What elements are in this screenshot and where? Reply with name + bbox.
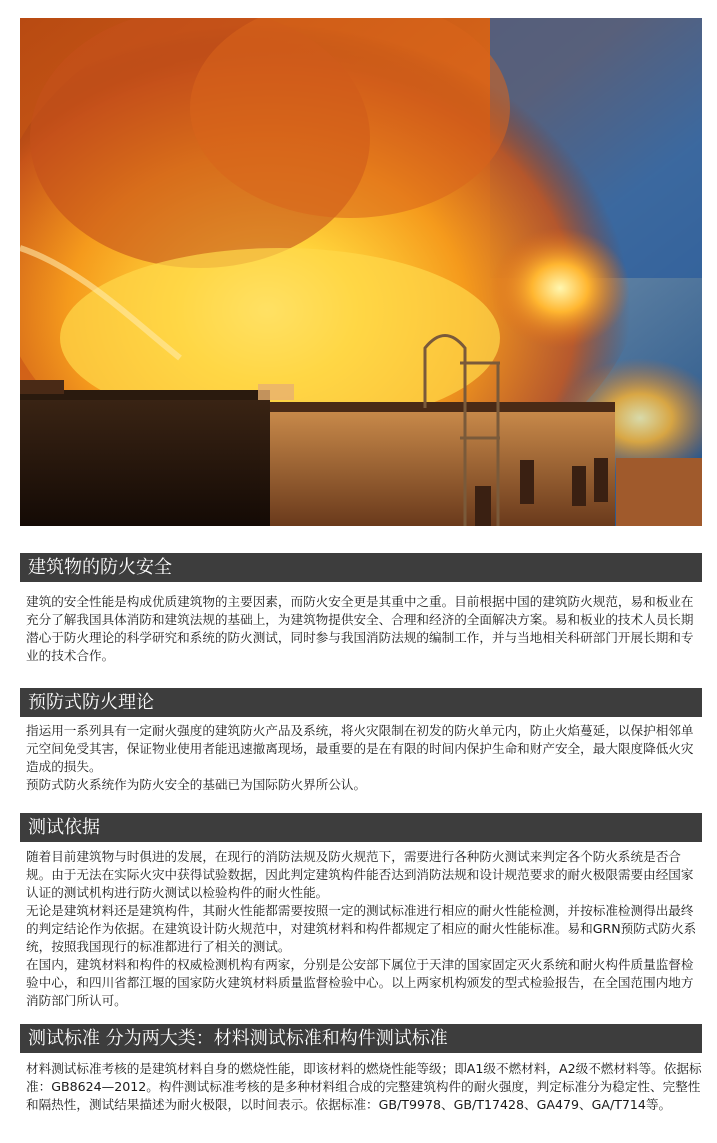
paragraph: 预防式防火系统作为防火安全的基础已为国际防火界所公认。 [26,777,367,792]
fire-building-illustration [20,18,702,526]
hero-fire-photo [20,18,702,526]
section-title-fire-safety: 建筑物的防火安全 [20,553,702,582]
paragraph: 无论是建筑材料还是建筑构件，其耐火性能都需要按照一定的测试标准进行相应的耐火性能检测，并按标准检测得出最终的判定结论作为依据。在建筑设计防火规范中，对建筑材料和构件都规定了相应的耐火性能标准。易和GRN预防式防火系统，按照我国现行的标准都进行了相关的测试。 [26,903,697,954]
section-body-test-standards [26,1060,702,1114]
paragraph: 在国内，建筑材料和构件的权威检测机构有两家，分别是公安部下属位于天津的国家固定灭火系统和耐火构件质量监督检验中心，和四川省都江堰的国家防火建筑材料质量监督检验中心。以上两家机构颁发的型式检验报告，在全国范围内地方消防部门所认可。 [26,957,694,1008]
paragraph: 随着目前建筑物与时俱进的发展，在现行的消防法规及防火规范下，需要进行各种防火测试来判定各个防火系统是否合规。由于无法在实际火灾中获得试验数据，因此判定建筑构件能否达到消防法规和设计规范要求的耐火极限需要由经国家认证的测试机构进行防火测试以检验构件的耐火性能。 [26,849,694,900]
section-title-preventive-theory: 预防式防火理论 [20,688,702,717]
paragraph: 材料测试标准考核的是建筑材料自身的燃烧性能，即该材料的燃烧性能等级；即A1级不燃材料，A2级不燃材料等。依据标准：GB8624—2012。构件测试标准考核的是多种材料组合成的完整建筑构件的耐火强度，判定标准分为稳定性、完整性和隔热性，测试结果描述为耐火极限，以时间表示。依据标准：GB/T9978、GB/T17428、GA479、GA/T714等。 [26,1061,702,1112]
section-body-fire-safety [26,593,702,665]
section-title-test-standards: 测试标准 分为两大类：材料测试标准和构件测试标准 [20,1024,702,1053]
section-body-preventive-theory [26,722,702,794]
paragraph: 建筑的安全性能是构成优质建筑物的主要因素，而防火安全更是其重中之重。目前根据中国的建筑防火规范，易和板业在充分了解我国具体消防和建筑法规的基础上，为建筑物提供安全、合理和经济的全面解决方案。易和板业的技术人员长期潜心于防火理论的科学研究和系统的防火测试，同时参与我国消防法规的编制工作，并与当地相关科研部门开展长期和专业的技术合作。 [26,594,694,663]
section-title-test-basis: 测试依据 [20,813,702,842]
section-body-test-basis [26,848,702,1010]
paragraph: 指运用一系列具有一定耐火强度的建筑防火产品及系统，将火灾限制在初发的防火单元内，防止火焰蔓延，以保护相邻单元空间免受其害，保证物业使用者能迅速撤离现场，最重要的是在有限的时间内保护生命和财产安全，最大限度降低火灾造成的损失。 [26,723,694,774]
